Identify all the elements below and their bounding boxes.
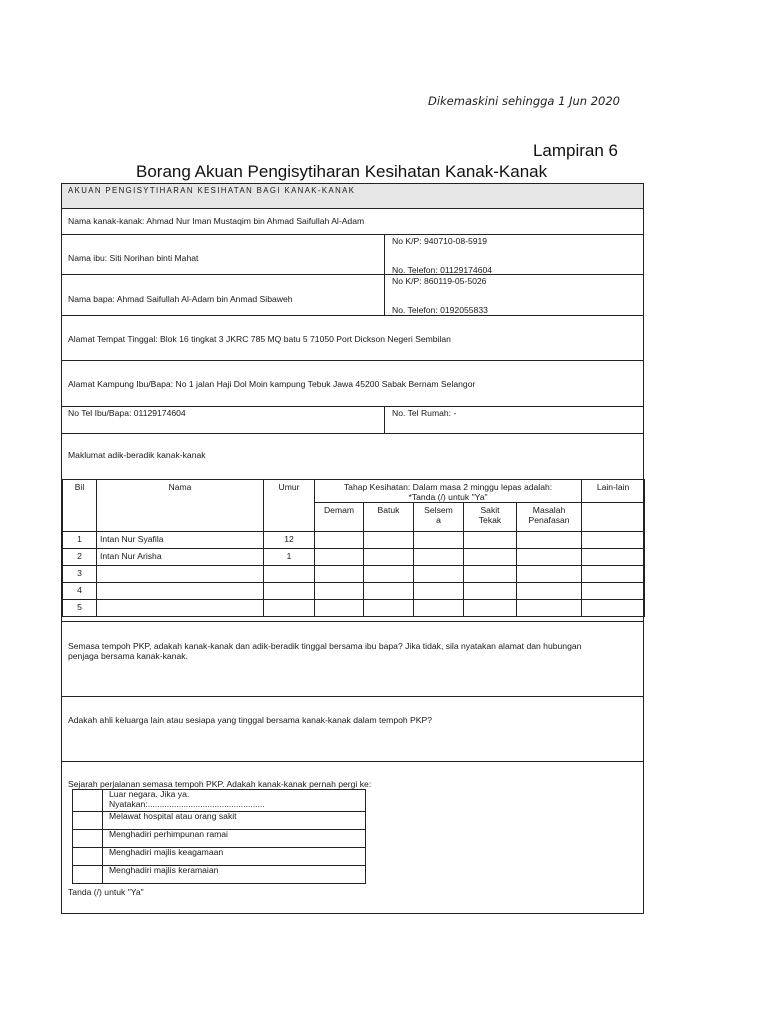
cell-batuk[interactable] [364, 532, 414, 549]
column-header-bil: Bil [63, 480, 97, 532]
updated-date: Dikemaskini sehingga 1 Jun 2020 [427, 94, 620, 108]
mother-ic-field[interactable]: No K/P: 940710-08-5919 [392, 236, 488, 246]
column-header-umur: Umur [264, 480, 315, 532]
cell-others[interactable] [582, 549, 645, 566]
travel-item-celebration: Menghadiri majlis keramaian [103, 866, 366, 884]
checkbox-celebration[interactable] [73, 866, 103, 884]
cell-nama[interactable] [97, 566, 264, 583]
divider [384, 406, 385, 433]
divider [62, 433, 643, 434]
health-status-title: Tahap Kesihatan: Dalam masa 2 minggu lepas adalah: [343, 482, 553, 492]
cell-umur[interactable]: 12 [264, 532, 315, 549]
cell-umur[interactable] [264, 600, 315, 617]
cell-masalah-penafasan[interactable] [517, 532, 582, 549]
cell-bil: 4 [63, 583, 97, 600]
column-header-masalah-penafasan [517, 503, 582, 532]
list-item [73, 848, 366, 866]
column-header-nama: Nama [97, 480, 264, 532]
cell-bil: 1 [63, 532, 97, 549]
cell-masalah-penafasan[interactable] [517, 583, 582, 600]
mother-name-field[interactable]: Nama ibu: Siti Norihan binti Mahat [68, 253, 199, 263]
siblings-table [62, 479, 645, 617]
cell-selsema[interactable] [414, 566, 464, 583]
cell-sakit-tekak[interactable] [464, 600, 517, 617]
table-row [63, 566, 645, 583]
question-travel-history: Sejarah perjalanan semasa tempoh PKP. Adakah kanak-kanak pernah pergi ke: [68, 779, 372, 789]
cell-demam[interactable] [315, 566, 364, 583]
form-title: Borang Akuan Pengisytiharan Kesihatan Kanak-Kanak [136, 162, 548, 181]
cell-batuk[interactable] [364, 600, 414, 617]
divider [62, 761, 643, 762]
cell-bil: 3 [63, 566, 97, 583]
overseas-label: Luar negara. Jika ya. [109, 789, 190, 799]
cell-demam[interactable] [315, 549, 364, 566]
cell-selsema[interactable] [414, 532, 464, 549]
divider [62, 621, 643, 622]
cell-umur[interactable] [264, 583, 315, 600]
home-address-field[interactable]: Alamat Tempat Tinggal: Blok 16 tingkat 3 JKRC 785 MQ batu 5 71050 Port Dickson Negeri Sembilan [68, 334, 451, 344]
cell-selsema[interactable] [414, 549, 464, 566]
list-item [73, 830, 366, 848]
cell-nama[interactable] [97, 583, 264, 600]
father-ic-field[interactable]: No K/P: 860119-05-5026 [392, 276, 487, 286]
checkbox-religious[interactable] [73, 848, 103, 866]
masalah-penafasan-line1: Masalah [532, 505, 566, 515]
divider [62, 315, 643, 316]
masalah-penafasan-line2: Penafasan [528, 515, 570, 525]
list-item [73, 790, 366, 812]
column-header-others-blank [582, 503, 645, 532]
cell-demam[interactable] [315, 583, 364, 600]
travel-checklist [72, 789, 366, 884]
father-phone-field[interactable]: No. Telefon: 0192055833 [392, 305, 488, 315]
attachment-label: Lampiran 6 [532, 141, 618, 160]
column-header-others: Lain-lain [582, 480, 645, 503]
cell-batuk[interactable] [364, 549, 414, 566]
cell-bil: 5 [63, 600, 97, 617]
cell-demam[interactable] [315, 532, 364, 549]
table-row [63, 583, 645, 600]
cell-others[interactable] [582, 532, 645, 549]
cell-selsema[interactable] [414, 600, 464, 617]
selsema-line1: Selsem [424, 505, 453, 515]
cell-nama[interactable] [97, 600, 264, 617]
travel-item-gathering: Menghadiri perhimpunan ramai [103, 830, 366, 848]
health-status-note: *Tanda (/) untuk "Ya" [408, 492, 488, 502]
sakit-tekak-line2: Tekak [478, 515, 502, 525]
divider [62, 234, 643, 235]
table-row [63, 600, 645, 617]
column-header-health-status [315, 480, 582, 503]
siblings-label: Maklumat adik-beradik kanak-kanak [68, 450, 206, 460]
column-header-batuk: Batuk [364, 503, 414, 532]
checkbox-hospital[interactable] [73, 812, 103, 830]
village-address-field[interactable]: Alamat Kampung Ibu/Bapa: No 1 jalan Haji Dol Moin kampung Tebuk Jawa 45200 Sabak Bernam Selangor [68, 379, 476, 389]
cell-demam[interactable] [315, 600, 364, 617]
travel-item-hospital: Melawat hospital atau orang sakit [103, 812, 366, 830]
cell-selsema[interactable] [414, 583, 464, 600]
mother-phone-field[interactable]: No. Telefon: 01129174604 [392, 265, 493, 275]
column-header-selsema [414, 503, 464, 532]
cell-others[interactable] [582, 566, 645, 583]
cell-bil: 2 [63, 549, 97, 566]
divider [384, 234, 385, 315]
divider [62, 406, 643, 407]
overseas-specify-field[interactable]: Nyatakan:................................................. [109, 798, 265, 809]
cell-umur[interactable]: 1 [264, 549, 315, 566]
sakit-tekak-line1: Sakit [480, 505, 500, 515]
divider [62, 360, 643, 361]
selsema-line2: a [436, 515, 441, 525]
declaration-form [61, 183, 644, 914]
cell-nama[interactable]: Intan Nur Syafila [97, 532, 264, 549]
list-item [73, 812, 366, 830]
cell-sakit-tekak[interactable] [464, 583, 517, 600]
checkbox-gathering[interactable] [73, 830, 103, 848]
checkbox-overseas[interactable] [73, 790, 103, 812]
section-header: AKUAN PENGISYTIHARAN KESIHATAN BAGI KANAK-KANAK [68, 186, 356, 195]
divider [62, 696, 643, 697]
tick-instruction: Tanda (/) untuk "Ya" [68, 887, 144, 897]
cell-sakit-tekak[interactable] [464, 566, 517, 583]
divider [62, 208, 643, 209]
cell-masalah-penafasan[interactable] [517, 549, 582, 566]
travel-item-religious: Menghadiri majlis keagamaan [103, 848, 366, 866]
divider [62, 274, 643, 275]
table-row [63, 549, 645, 566]
column-header-demam: Demam [315, 503, 364, 532]
father-name-field[interactable]: Nama bapa: Ahmad Saifullah Al-Adam bin Anmad Sibaweh [68, 294, 293, 304]
travel-item-overseas [103, 790, 366, 812]
table-row [63, 532, 645, 549]
cell-others[interactable] [582, 600, 645, 617]
cell-sakit-tekak[interactable] [464, 532, 517, 549]
cell-masalah-penafasan[interactable] [517, 566, 582, 583]
cell-umur[interactable] [264, 566, 315, 583]
cell-nama[interactable]: Intan Nur Arisha [97, 549, 264, 566]
question-living-arrangement: Semasa tempoh PKP, adakah kanak-kanak dan adik-beradik tinggal bersama ibu bapa? Jika tidak, sila nyatakan alamat dan hubungan [68, 641, 582, 651]
cell-others[interactable] [582, 583, 645, 600]
cell-masalah-penafasan[interactable] [517, 600, 582, 617]
cell-batuk[interactable] [364, 583, 414, 600]
parent-phone-field[interactable]: No Tel Ibu/Bapa: 01129174604 [68, 408, 186, 418]
column-header-sakit-tekak [464, 503, 517, 532]
child-name-field[interactable]: Nama kanak-kanak: Ahmad Nur Iman Mustaqim bin Ahmad Saifullah Al-Adam [68, 216, 365, 226]
question-living-arrangement-cont: penjaga bersama kanak-kanak. [68, 651, 188, 661]
cell-sakit-tekak[interactable] [464, 549, 517, 566]
list-item [73, 866, 366, 884]
home-phone-field[interactable]: No. Tel Rumah: - [392, 408, 457, 418]
question-other-residents: Adakah ahli keluarga lain atau sesiapa yang tinggal bersama kanak-kanak dalam tempoh PKP? [68, 715, 433, 725]
cell-batuk[interactable] [364, 566, 414, 583]
